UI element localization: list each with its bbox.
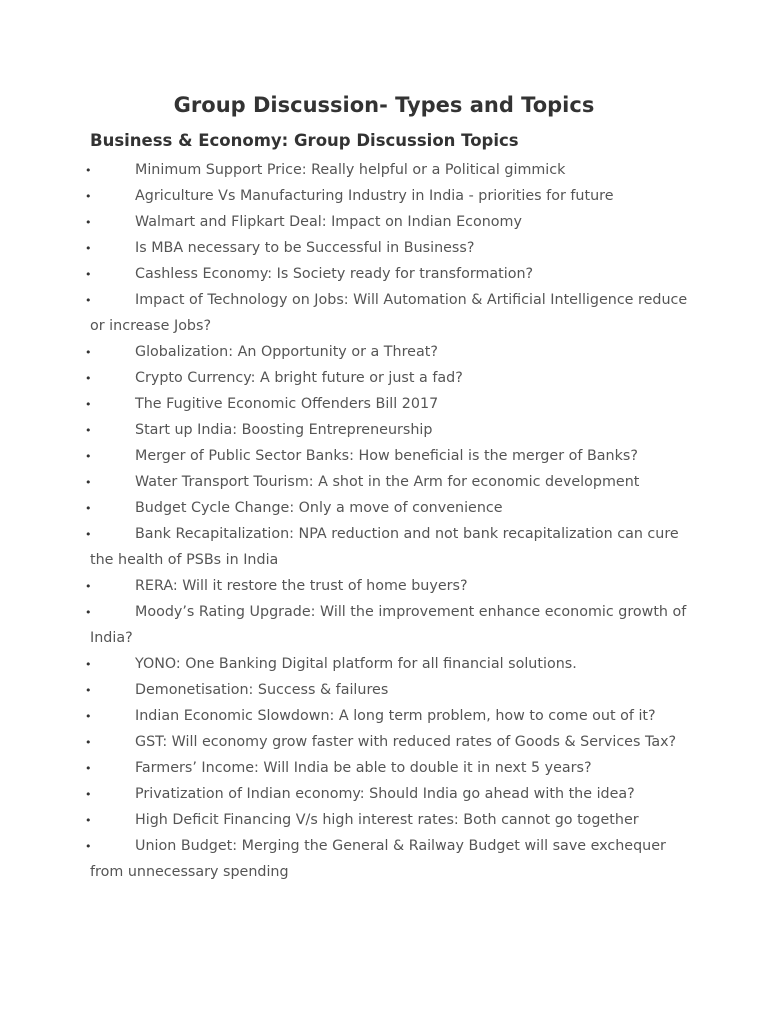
topic-text: Agriculture Vs Manufacturing Industry in India - priorities for future — [135, 188, 614, 204]
topic-text: Privatization of Indian economy: Should India go ahead with the idea? — [135, 786, 635, 802]
topic-text: Globalization: An Opportunity or a Threat? — [135, 344, 438, 360]
topic-text: Indian Economic Slowdown: A long term problem, how to come out of it? — [135, 708, 656, 724]
bullet-icon: • — [85, 372, 92, 385]
topic-text: Merger of Public Sector Banks: How beneficial is the merger of Banks? — [135, 448, 638, 464]
bullet-icon: • — [85, 840, 92, 853]
section-heading: Business & Economy: Group Discussion Topics — [90, 131, 519, 150]
bullet-icon: • — [85, 788, 92, 801]
list-item — [85, 833, 690, 885]
topic-text: Start up India: Boosting Entrepreneurship — [135, 422, 433, 438]
topic-text: Bank Recapitalization: NPA reduction and not bank recapitalization can cure the health of PSBs in India — [90, 526, 679, 568]
bullet-icon: • — [85, 294, 92, 307]
topic-text: The Fugitive Economic Offenders Bill 2017 — [135, 396, 439, 412]
topic-list — [85, 157, 690, 885]
list-item — [85, 781, 690, 807]
topic-text: Budget Cycle Change: Only a move of convenience — [135, 500, 503, 516]
list-item — [85, 755, 690, 781]
list-item — [85, 599, 690, 651]
bullet-icon: • — [85, 190, 92, 203]
list-item — [85, 703, 690, 729]
list-item — [85, 339, 690, 365]
bullet-icon: • — [85, 580, 92, 593]
topic-text: Water Transport Tourism: A shot in the Arm for economic development — [135, 474, 640, 490]
list-item — [85, 729, 690, 755]
topic-text: Walmart and Flipkart Deal: Impact on Indian Economy — [135, 214, 522, 230]
list-item — [85, 807, 690, 833]
list-item — [85, 235, 690, 261]
topic-text: Is MBA necessary to be Successful in Business? — [135, 240, 475, 256]
topic-text: Crypto Currency: A bright future or just a fad? — [135, 370, 463, 386]
list-item — [85, 417, 690, 443]
topic-text: Demonetisation: Success & failures — [135, 682, 389, 698]
bullet-icon: • — [85, 424, 92, 437]
list-item — [85, 157, 690, 183]
topic-text: Farmers’ Income: Will India be able to double it in next 5 years? — [135, 760, 592, 776]
bullet-icon: • — [85, 762, 92, 775]
bullet-icon: • — [85, 242, 92, 255]
bullet-icon: • — [85, 658, 92, 671]
list-item — [85, 677, 690, 703]
bullet-icon: • — [85, 268, 92, 281]
bullet-icon: • — [85, 684, 92, 697]
list-item — [85, 443, 690, 469]
topic-text: GST: Will economy grow faster with reduced rates of Goods & Services Tax? — [135, 734, 677, 750]
bullet-icon: • — [85, 398, 92, 411]
list-item — [85, 495, 690, 521]
list-item — [85, 287, 690, 339]
bullet-icon: • — [85, 346, 92, 359]
topic-text: YONO: One Banking Digital platform for all financial solutions. — [135, 656, 577, 672]
bullet-icon: • — [85, 814, 92, 827]
topic-text: Union Budget: Merging the General & Railway Budget will save exchequer from unnecessary spending — [90, 838, 666, 880]
list-item — [85, 365, 690, 391]
bullet-icon: • — [85, 736, 92, 749]
bullet-icon: • — [85, 450, 92, 463]
topic-text: Minimum Support Price: Really helpful or a Political gimmick — [135, 162, 566, 178]
topic-text: Cashless Economy: Is Society ready for transformation? — [135, 266, 534, 282]
bullet-icon: • — [85, 528, 92, 541]
list-item — [85, 521, 690, 573]
list-item — [85, 573, 690, 599]
topic-text: RERA: Will it restore the trust of home buyers? — [135, 578, 468, 594]
topic-text: Impact of Technology on Jobs: Will Automation & Artificial Intelligence reduce or increase Jobs? — [90, 292, 688, 334]
list-item — [85, 391, 690, 417]
bullet-icon: • — [85, 502, 92, 515]
list-item — [85, 209, 690, 235]
topic-text: Moody’s Rating Upgrade: Will the improvement enhance economic growth of India? — [90, 604, 687, 646]
list-item — [85, 651, 690, 677]
bullet-icon: • — [85, 216, 92, 229]
list-item — [85, 261, 690, 287]
bullet-icon: • — [85, 606, 92, 619]
topic-text: High Deficit Financing V/s high interest rates: Both cannot go together — [135, 812, 639, 828]
document-title: Group Discussion- Types and Topics — [173, 93, 595, 117]
list-item — [85, 469, 690, 495]
bullet-icon: • — [85, 710, 92, 723]
bullet-icon: • — [85, 476, 92, 489]
list-item — [85, 183, 690, 209]
bullet-icon: • — [85, 164, 92, 177]
